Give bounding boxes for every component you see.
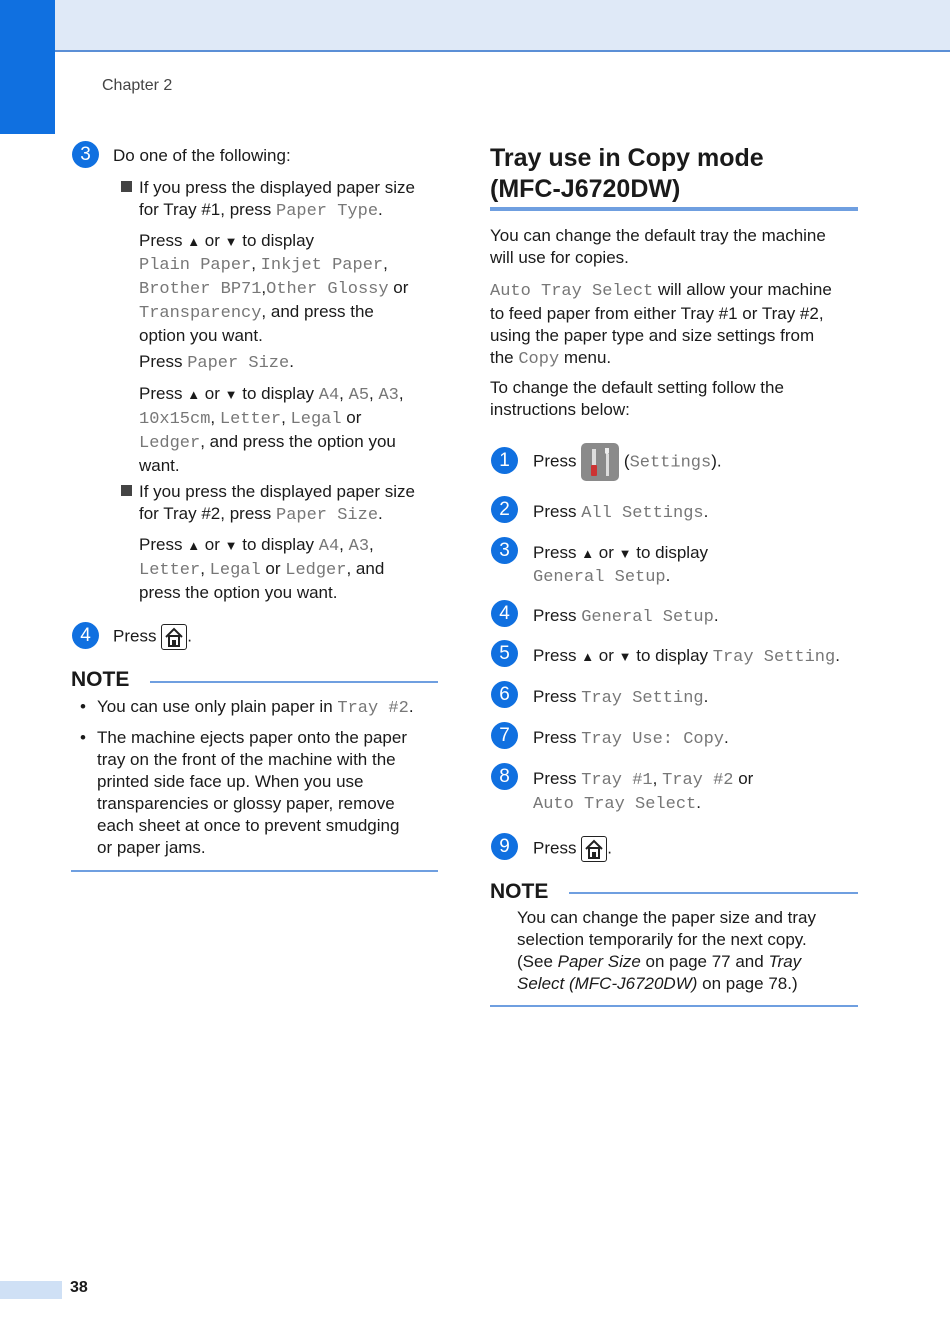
settings-tools-icon (581, 443, 619, 481)
up-arrow-icon: ▲ (187, 234, 201, 249)
step-number-3: 3 (72, 141, 99, 168)
instructions-intro: To change the default setting follow the instructions below: (490, 378, 784, 419)
down-arrow-icon: ▼ (618, 649, 632, 664)
note-title: NOTE (71, 668, 130, 691)
note-end-rule (71, 870, 438, 872)
up-arrow-icon: ▲ (581, 649, 595, 664)
chapter-tab (0, 0, 55, 134)
option1-paper-size: Press ▲ or ▼ to display A4, A5, A3, 10x15cm, Letter, Legal or Ledger, and press the option you want. (139, 384, 404, 475)
step1-text: Press (Settings). (533, 443, 722, 481)
note-title: NOTE (490, 880, 549, 903)
step-number-4: 4 (72, 622, 99, 649)
step3-intro: Do one of the following: (113, 146, 291, 165)
option1-press-paper-size: Press Paper Size. (139, 352, 294, 373)
step9-text: Press . (533, 836, 612, 862)
step2-text: Press All Settings. (533, 502, 709, 523)
bullet-square (121, 485, 132, 496)
page-number: 38 (70, 1279, 88, 1296)
step3-text: Press ▲ or ▼ to display General Setup. (533, 543, 709, 587)
step-number-7: 7 (491, 722, 518, 749)
note-body: You can change the paper size and tray selection temporarily for the next copy. (See Paper Size on page 77 and Tray Select (MFC-J6720DW) on page 78.) (517, 908, 816, 993)
step-number-8: 8 (491, 763, 518, 790)
section-heading: Tray use in Copy mode (MFC-J6720DW) (490, 144, 764, 203)
down-arrow-icon: ▼ (224, 234, 238, 249)
note-end-rule (490, 1005, 858, 1007)
intro-paragraph: You can change the default tray the machine will use for copies. (490, 226, 826, 267)
step-number-6: 6 (491, 681, 518, 708)
step-number-4: 4 (491, 600, 518, 627)
step-number-2: 2 (491, 496, 518, 523)
bullet-dot: • (80, 728, 86, 747)
home-icon (581, 836, 607, 862)
step6-text: Press Tray Setting. (533, 687, 709, 708)
down-arrow-icon: ▼ (618, 546, 632, 561)
header-band (0, 0, 950, 52)
home-icon (161, 624, 187, 650)
bullet-square (121, 181, 132, 192)
option1-text: If you press the displayed paper size for Tray #1, press Paper Type. (139, 178, 415, 221)
step-number-3: 3 (491, 537, 518, 564)
step7-text: Press Tray Use: Copy. (533, 728, 729, 749)
up-arrow-icon: ▲ (187, 538, 201, 553)
up-arrow-icon: ▲ (187, 387, 201, 402)
page-number-bar (0, 1281, 62, 1299)
step4-text: Press . (113, 624, 192, 650)
auto-tray-paragraph: Auto Tray Select will allow your machine to feed paper from either Tray #1 or Tray #2, using the paper type and size settings from the Copy menu. (490, 280, 832, 369)
step-number-5: 5 (491, 640, 518, 667)
up-arrow-icon: ▲ (581, 546, 595, 561)
step8-text: Press Tray #1, Tray #2 or Auto Tray Select. (533, 769, 754, 814)
option1-paper-type: Press ▲ or ▼ to display Plain Paper, Inkjet Paper, Brother BP71,Other Glossy or Transparency, and press the option you want. (139, 231, 409, 345)
note-item: You can use only plain paper in Tray #2. (97, 697, 414, 718)
chapter-label: Chapter 2 (102, 77, 173, 94)
bullet-dot: • (80, 697, 86, 716)
step4-right-text: Press General Setup. (533, 606, 719, 627)
note-divider (569, 892, 858, 894)
step-number-9: 9 (491, 833, 518, 860)
option2-paper-size: Press ▲ or ▼ to display A4, A3, Letter, Legal or Ledger, and press the option you want. (139, 535, 385, 602)
down-arrow-icon: ▼ (224, 387, 238, 402)
step-number-1: 1 (491, 447, 518, 474)
option2-text: If you press the displayed paper size for Tray #2, press Paper Size. (139, 482, 415, 525)
note-item: The machine ejects paper onto the paper tray on the front of the machine with the printed side face up. When you use transparencies or glossy paper, remove each sheet at once to prevent smudging or paper jams. (97, 728, 407, 857)
heading-rule (490, 207, 858, 211)
down-arrow-icon: ▼ (224, 538, 238, 553)
note-divider (150, 681, 438, 683)
step5-text: Press ▲ or ▼ to display Tray Setting. (533, 646, 840, 667)
